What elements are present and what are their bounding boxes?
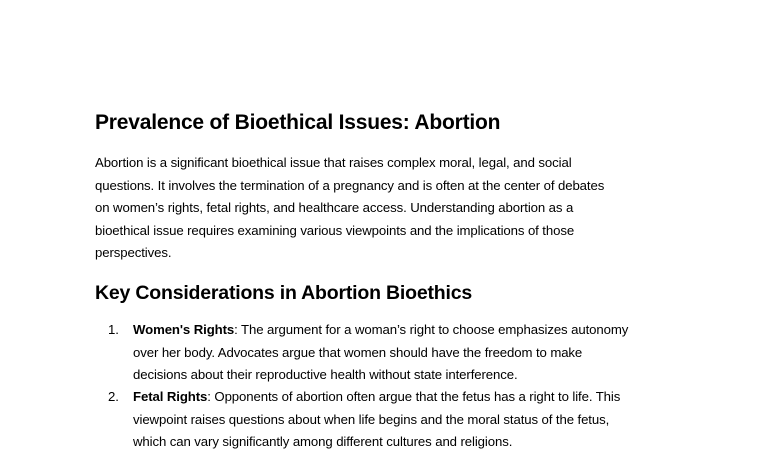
intro-line: on women’s rights, fetal rights, and healthcare access. Understanding abortion as a (95, 200, 574, 216)
section-heading: Key Considerations in Abortion Bioethics (95, 282, 472, 304)
list-number: 2. (108, 389, 119, 404)
list-item-term: Women's Rights (133, 322, 235, 337)
intro-line: perspectives. (95, 245, 172, 261)
list-item-body (133, 319, 733, 387)
intro-paragraph (95, 152, 695, 265)
list-item-text: : The argument for a woman’s right to choose emphasizes autonomy (234, 322, 629, 337)
list-number: 1. (108, 322, 119, 337)
list-item-line: over her body. Advocates argue that women should have the freedom to make (133, 344, 583, 360)
intro-line: Abortion is a significant bioethical issue that raises complex moral, legal, and social (95, 155, 572, 170)
document-title: Prevalence of Bioethical Issues: Abortion (95, 111, 501, 134)
intro-line: questions. It involves the termination of a pregnancy and is often at the center of debates (95, 177, 605, 193)
list-item-first-line (133, 319, 733, 342)
intro-line: bioethical issue requires examining various viewpoints and the implications of those (95, 222, 575, 238)
list-item-body (133, 386, 733, 454)
list-item-line: which can vary significantly among different cultures and religions. (133, 434, 513, 450)
list-item-line: viewpoint raises questions about when life begins and the moral status of the fetus, (133, 411, 610, 427)
list-item-text: : Opponents of abortion often argue that the fetus has a right to life. This (207, 389, 621, 404)
list-item-first-line (133, 386, 733, 409)
list-item-line: decisions about their reproductive health without state interference. (133, 367, 518, 383)
list-item-term: Fetal Rights (133, 389, 208, 404)
